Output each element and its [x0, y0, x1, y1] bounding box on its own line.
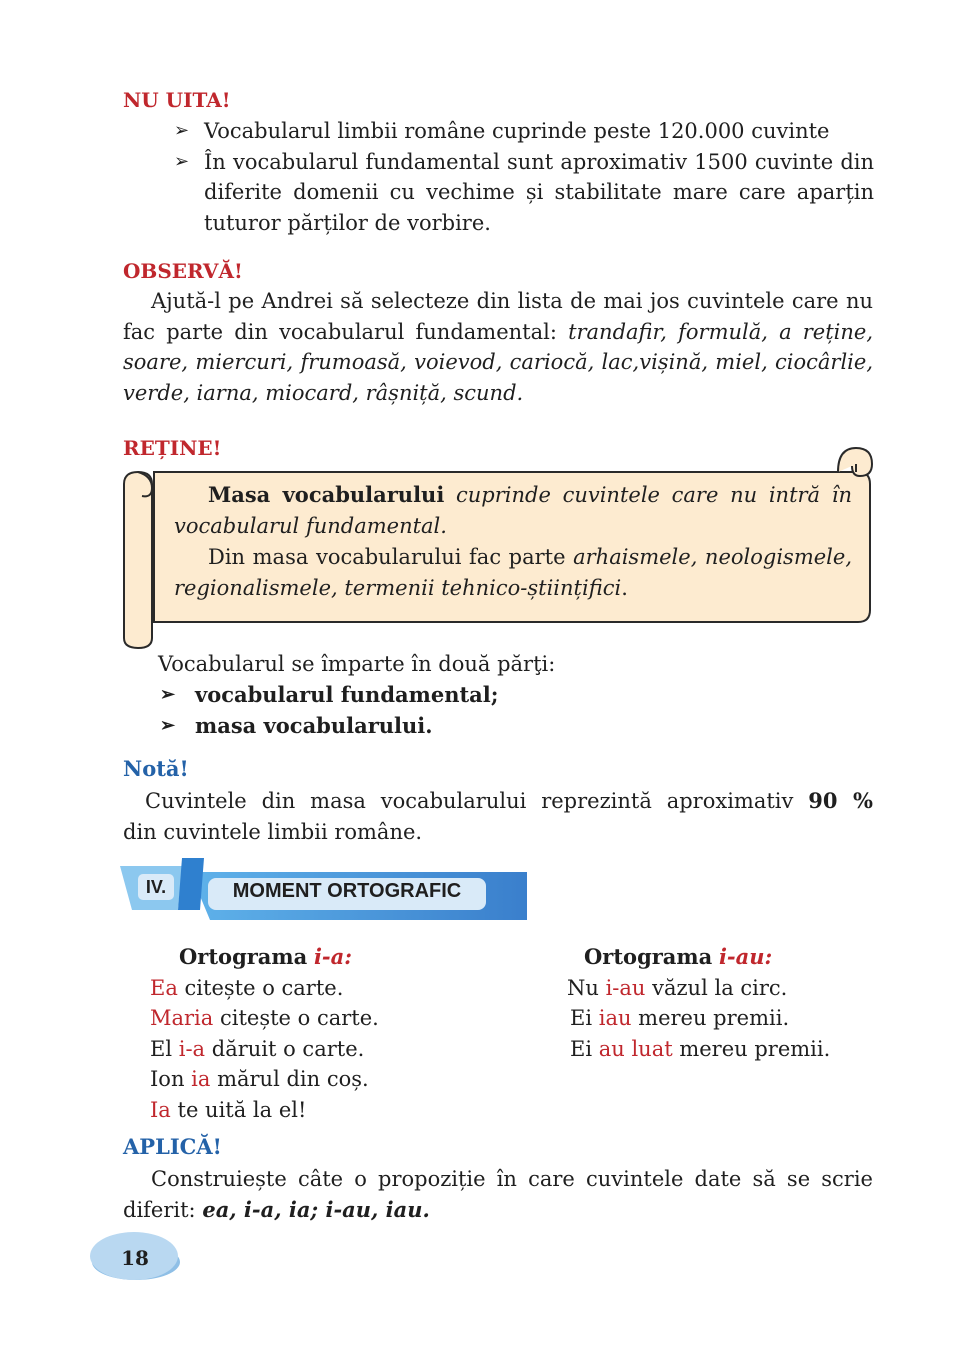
ortograma-form: i-a: [313, 944, 352, 969]
nu-uita-heading: NU UITA! [123, 88, 231, 112]
example-line [150, 1064, 530, 1095]
rest: mereu premii. [631, 1006, 790, 1030]
example-line [567, 1003, 887, 1034]
highlight: Ea [150, 975, 178, 1000]
highlight: i-au [605, 975, 646, 1000]
banner-title: MOMENT ORTOGRAFIC [232, 880, 462, 902]
list-item [174, 116, 874, 147]
example-line [150, 1034, 530, 1065]
part-item: vocabularul fundamental; [195, 682, 499, 707]
retine-content [174, 479, 852, 604]
observa-heading: OBSERVĂ! [123, 259, 243, 283]
example-line [150, 1095, 530, 1126]
pre: Ei [570, 1036, 599, 1061]
banner-number: IV. [145, 877, 167, 897]
bullet-text: În vocabularul fundamental sunt aproximativ 1500 cuvinte din diferite domenii cu vechime și stabilitate mare care aparțin tuturor părților de vorbire. [204, 149, 874, 235]
nota-heading: Notă! [123, 756, 189, 781]
example-line [150, 973, 530, 1004]
retine-p1 [174, 479, 852, 542]
ortograma-left-title [150, 942, 530, 973]
nota-text-before: Cuvintele din masa vocabularului reprezintă aproximativ [145, 789, 794, 813]
aplica-text: Construiește câte o propoziție în care cuvintele date să se scrie diferit: [123, 1167, 873, 1222]
highlight: ia [191, 1067, 211, 1091]
retine-p2-italic: arhaismele, neologismele, regionalismele, termenii tehnico-științifici [174, 545, 852, 600]
arrow-bullet-icon: ➢ [174, 120, 190, 141]
ortograma-label: Ortograma [584, 944, 713, 969]
rest: mărul din coș. [210, 1067, 369, 1091]
observa-intro: Ajută-l pe Andrei să selecteze din lista de mai jos cuvintele care nu fac parte din vocabularul fundamental: [123, 289, 873, 344]
aplica-heading: APLICĂ! [123, 1134, 222, 1159]
arrow-bullet-icon: ➢ [160, 714, 176, 736]
retine-p1-italic: cuprinde cuvintele care nu intră în vocabularul fundamental. [174, 483, 852, 538]
example-line [150, 1003, 530, 1034]
highlight: i-a [178, 1036, 206, 1061]
pre: Nu [567, 975, 606, 1000]
pre: El [150, 1036, 179, 1061]
part-item: masa vocabularului. [195, 712, 433, 738]
nota-line-1 [123, 786, 873, 817]
nota-paragraph [123, 786, 873, 847]
list-item [174, 147, 874, 239]
retine-p1-bold: Masa vocabularului [208, 482, 445, 507]
highlight: iau [598, 1006, 632, 1030]
pre: Ion [150, 1067, 192, 1091]
aplica-paragraph [123, 1164, 873, 1225]
retine-heading: REȚINE! [123, 436, 222, 460]
list-item [160, 680, 499, 711]
example-line [567, 973, 887, 1004]
retine-p2-plain: Din masa vocabularului fac parte [208, 545, 566, 569]
observa-paragraph [123, 286, 873, 408]
highlight: au luat [598, 1036, 673, 1061]
pre: Ei [570, 1006, 599, 1030]
rest: mereu premii. [672, 1036, 831, 1061]
ortograma-form: i-au: [718, 944, 773, 969]
highlight: Maria [150, 1006, 214, 1030]
retine-p2 [174, 542, 852, 604]
parts-list [160, 680, 499, 741]
retine-p2-end: . [621, 576, 628, 600]
nu-uita-list [174, 116, 874, 238]
arrow-bullet-icon: ➢ [174, 150, 190, 172]
observa-words: trandafir, formulă, a reține, soare, miercuri, frumoasă, voievod, cariocă, lac,vișină, miel, ciocârlie, verde, iarna, miocard, râșniță, scund. [123, 319, 873, 405]
rest: dăruit o carte. [205, 1036, 365, 1061]
highlight: Ia [150, 1097, 171, 1122]
parts-intro: Vocabularul se împarte în două părţi: [158, 652, 556, 676]
page-number: 18 [121, 1246, 149, 1270]
aplica-words: ea, i-a, ia; i-au, iau. [202, 1196, 430, 1222]
ortograma-right [567, 942, 887, 1064]
rest: citește o carte. [177, 975, 344, 1000]
bullet-text: Vocabularul limbii române cuprinde peste 120.000 cuvinte [204, 119, 830, 143]
rest: citește o carte. [213, 1006, 379, 1030]
nota-percent: 90 % [808, 788, 873, 813]
rest: văzul la circ. [645, 975, 788, 1000]
list-item [160, 711, 499, 742]
arrow-bullet-icon: ➢ [160, 684, 176, 705]
ortograma-right-title [567, 942, 887, 973]
ortograma-left [150, 942, 530, 1125]
example-line [567, 1034, 887, 1065]
ortograma-label: Ortograma [179, 944, 308, 969]
rest: te uită la el! [170, 1097, 307, 1122]
nota-line-2: din cuvintele limbii române. [123, 819, 423, 844]
